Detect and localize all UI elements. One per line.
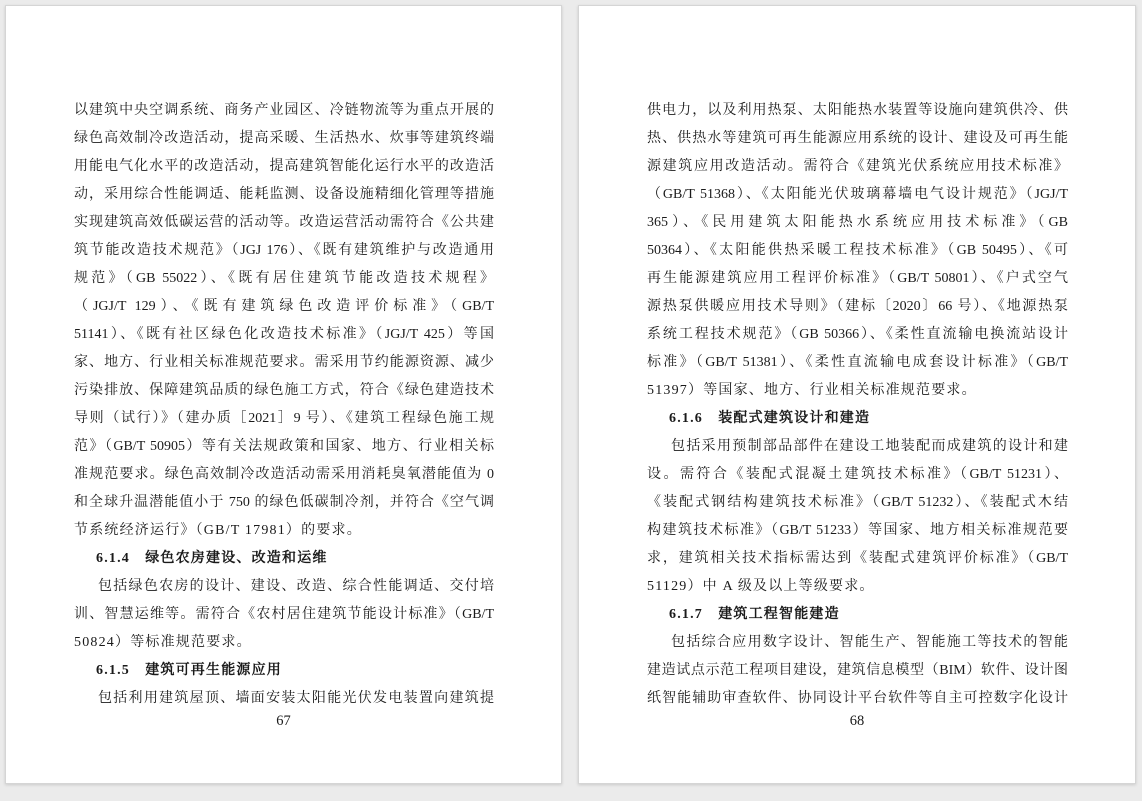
text-line: 范》（GB/T 50905）等有关法规政策和国家、地方、行业相关标: [74, 439, 494, 454]
text-line: 标准》（GB/T 51381）、《柔性直流输电成套设计标准》（GB/T: [647, 355, 1068, 370]
text-line: 求，建筑相关技术指标需达到《装配式建筑评价标准》（GB/T: [647, 551, 1068, 566]
text-line: 系统工程技术规范》（GB 50366）、《柔性直流输电换流站设计: [647, 327, 1068, 342]
page-number: 68: [849, 713, 865, 729]
text-line: 筑节能改造技术规范》（JGJ 176）、《既有建筑维护与改造通用: [74, 243, 494, 258]
page-text: [6, 6, 561, 713]
text-line: 包括绿色农房的设计、建设、改造、综合性能调适、交付培: [98, 579, 494, 594]
text-line: 纸智能辅助审查软件、协同设计平台软件等自主可控数字化设计: [647, 691, 1068, 706]
section-heading: 6.1.6 装配式建筑设计和建造: [669, 411, 871, 426]
document-page-left: [5, 5, 562, 784]
text-line: 用能电气化水平的改造活动，提高建筑智能化运行水平的改造活: [74, 159, 494, 174]
text-line: 51129）中 A 级及以上等级要求。: [647, 579, 875, 594]
text-line: 50824）等标准规范要求。: [74, 635, 252, 650]
text-line: 365）、《民用建筑太阳能热水系统应用技术标准》（GB: [647, 215, 1068, 230]
text-line: 导则（试行）》（建办质［2021］9 号）、《建筑工程绿色施工规: [74, 411, 494, 426]
text-line: （JGJ/T 129）、《既有建筑绿色改造评价标准》（GB/T: [74, 299, 494, 314]
text-line: 动，采用综合性能调适、能耗监测、设备设施精细化管理等措施: [74, 187, 494, 202]
text-line: 包括综合应用数字设计、智能生产、智能施工等技术的智能: [671, 635, 1068, 650]
text-line: 供电力，以及利用热泵、太阳能热水装置等设施向建筑供冷、供: [647, 103, 1068, 118]
section-heading: 6.1.5 建筑可再生能源应用: [96, 663, 282, 678]
text-line: 《装配式钢结构建筑技术标准》（GB/T 51232）、《装配式木结: [647, 495, 1068, 510]
text-line: 规范》（GB 55022）、《既有居住建筑节能改造技术规程》: [74, 271, 494, 286]
text-line: 热、供热水等建筑可再生能源应用系统的设计、建设及可再生能: [647, 131, 1068, 146]
text-line: （GB/T 51368）、《太阳能光伏玻璃幕墙电气设计规范》（JGJ/T: [647, 187, 1068, 202]
text-line: 和全球升温潜能值小于 750 的绿色低碳制冷剂，并符合《空气调: [74, 495, 494, 510]
text-line: 再生能源建筑应用工程评价标准》（GB/T 50801）、《户式空气: [647, 271, 1068, 286]
text-line: 污染排放、保障建筑品质的绿色施工方式，符合《绿色建造技术: [74, 383, 494, 398]
section-heading: 6.1.4 绿色农房建设、改造和运维: [96, 551, 328, 566]
text-line: 包括利用建筑屋顶、墙面安装太阳能光伏发电装置向建筑提: [98, 691, 494, 706]
text-line: 构建筑技术标准》（GB/T 51233）等国家、地方相关标准规范要: [647, 523, 1068, 538]
page-text: [579, 6, 1135, 713]
text-line: 51397）等国家、地方、行业相关标准规范要求。: [647, 383, 977, 398]
text-line: 实现建筑高效低碳运营的活动等。改造运营活动需符合《公共建: [74, 215, 494, 230]
text-line: 包括采用预制部品部件在建设工地装配而成建筑的设计和建: [671, 439, 1068, 454]
text-line: 准规范要求。绿色高效制冷改造活动需采用消耗臭氧潜能值为 0: [74, 467, 494, 482]
text-line: 51141）、《既有社区绿色化改造技术标准》（JGJ/T 425）等国: [74, 327, 494, 342]
text-line: 建造试点示范工程项目建设，建筑信息模型（BIM）软件、设计图: [647, 663, 1068, 678]
page-number: 67: [276, 713, 291, 729]
text-line: 源热泵供暖应用技术导则》（建标〔2020〕66 号）、《地源热泵: [647, 299, 1068, 314]
text-line: 源建筑应用改造活动。需符合《建筑光伏系统应用技术标准》: [647, 159, 1068, 174]
text-line: 50364）、《太阳能供热采暖工程技术标准》（GB 50495）、《可: [647, 243, 1068, 258]
text-line: 设。需符合《装配式混凝土建筑技术标准》（GB/T 51231）、: [647, 467, 1068, 482]
text-line: 训、智慧运维等。需符合《农村居住建筑节能设计标准》（GB/T: [74, 607, 494, 622]
text-line: 家、地方、行业相关标准规范要求。需采用节约能源资源、减少: [74, 355, 494, 370]
text-line: 以建筑中央空调系统、商务产业园区、冷链物流等为重点开展的: [74, 103, 494, 118]
document-page-right: [578, 5, 1136, 784]
text-line: 节系统经济运行》（GB/T 17981）的要求。: [74, 523, 362, 538]
section-heading: 6.1.7 建筑工程智能建造: [669, 607, 840, 622]
text-line: 绿色高效制冷改造活动，提高采暖、生活热水、炊事等建筑终端: [74, 131, 494, 146]
